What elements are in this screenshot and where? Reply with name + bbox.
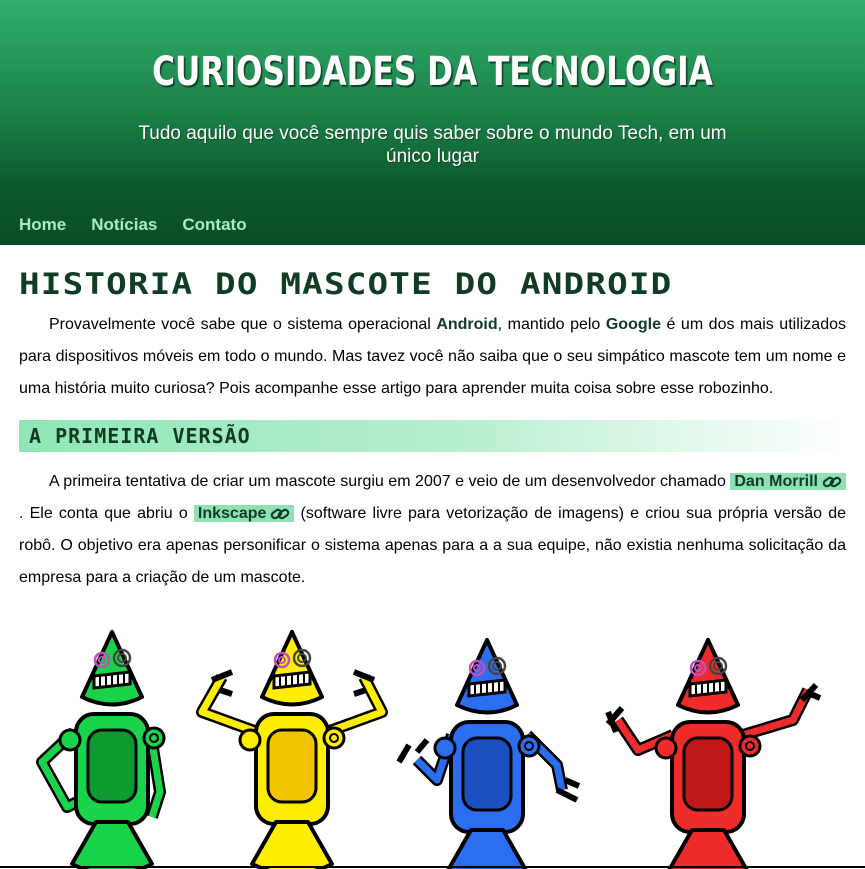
blue-robot [399,640,579,869]
intro-text-3: é um dos mais utilizados para dispositivos móveis em todo o mundo. Mas tavez você não saiba que o seu simpático mascote tem um nome e uma história muito curiosa? Pois acompanhe esse artigo para aprender muita coisa sobre esse robozinho. [19,316,846,397]
intro-text-2: , mantido pelo [497,316,606,333]
section-paragraph [19,466,846,594]
link-icon [270,506,290,522]
inkscape-link[interactable] [194,505,294,522]
section-text-2: . Ele conta que abriu o [19,505,194,522]
google-term: Google [605,316,661,333]
link-icon [822,474,842,490]
nav-noticias[interactable]: Notícias [91,215,158,234]
site-header [0,0,865,245]
section-text-1: A primeira tentativa de criar um mascote surgiu em 2007 e veio de um desenvolvedor chamado [49,473,731,490]
android-term: Android [436,316,498,333]
intro-paragraph [19,309,846,405]
site-title: CURIOSIDADES DA TECNOLOGIA [152,49,713,95]
intro-text-1: Provavelmente você sabe que o sistema operacional [49,316,437,333]
site-subtitle: Tudo aquilo que você sempre quis saber sobre o mundo Tech, em um único lugar [138,123,727,167]
main-nav [0,205,865,245]
nav-home[interactable]: Home [19,215,67,234]
green-robot [42,632,164,869]
dan-morrill-link[interactable] [730,473,846,490]
section-heading: A PRIMEIRA VERSÃO [19,420,846,452]
main-content [0,267,865,594]
bottom-divider [0,866,865,868]
red-robot [608,640,820,869]
section-text-3: (software livre para vetorização de imagens) e criou sua própria versão de robô. O objetivo era apenas personificar o sistema apenas para a a sua equipe, não existia nenhuma solicitação da empresa para a criação de um mascote. [19,505,846,586]
inkscape-link-label: Inkscape [197,505,267,522]
robot-mascots-illustration [0,620,865,869]
yellow-robot [202,632,382,869]
article-title: HISTORIA DO MASCOTE DO ANDROID [19,267,673,301]
dan-morrill-link-label: Dan Morrill [734,473,819,490]
nav-contato[interactable]: Contato [182,215,247,234]
